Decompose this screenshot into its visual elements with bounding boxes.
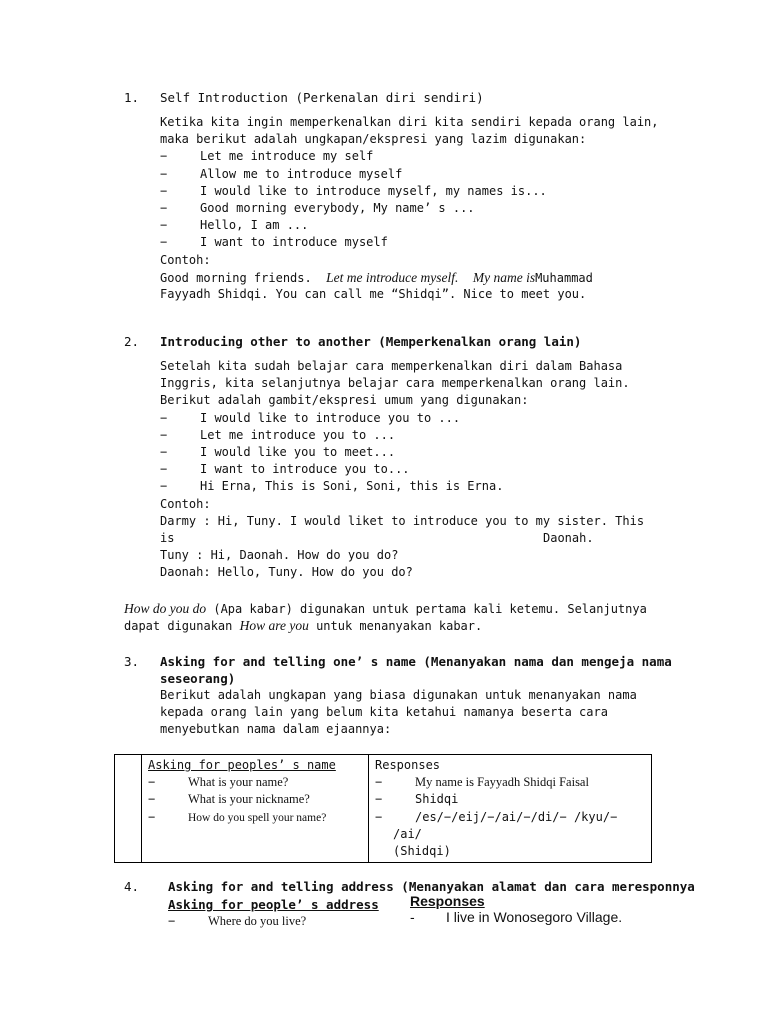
section-title: Introducing other to another (Memperkenalkan orang lain) bbox=[160, 334, 582, 349]
dash-bullet: − bbox=[160, 444, 168, 459]
address-question: − Where do you live? bbox=[168, 914, 307, 928]
paragraph-line: Berikut adalah ungkapan yang biasa digunakan untuk menanyakan nama bbox=[160, 688, 637, 702]
list-item: − What is your nickname? bbox=[148, 792, 310, 807]
section-title-line: Asking for and telling one’ s name (Menanyakan nama dan mengeja nama bbox=[160, 654, 672, 669]
dash-bullet: − bbox=[160, 410, 168, 425]
dialog-line: is Daonah. bbox=[160, 530, 594, 545]
list-item: − I want to introduce you to... bbox=[160, 461, 644, 478]
names-table bbox=[114, 754, 652, 863]
paragraph-line: maka berikut adalah ungkapan/ekspresi yang lazim digunakan: bbox=[160, 132, 587, 147]
example-label: Contoh: bbox=[160, 496, 211, 511]
dialog-line: Tuny : Hi, Daonah. How do you do? bbox=[160, 548, 399, 563]
phrase-how-do-you-do: How do you do bbox=[124, 601, 207, 616]
paragraph-line: kepada orang lain yang belum kita ketahui namanya beserta cara bbox=[160, 705, 608, 720]
section-number: 1. bbox=[124, 90, 140, 105]
section-3-body bbox=[160, 687, 637, 739]
section-number: 4. bbox=[124, 879, 140, 894]
list-item: − How do you spell your name? bbox=[148, 809, 327, 824]
list-item: − Good morning everybody, My name’ s ... bbox=[160, 200, 659, 217]
usage-note: How do you do (Apa kabar) digunakan untuk pertama kali ketemu. Selanjutnya dapat digunakan How are you untuk menanyakan kabar. bbox=[124, 601, 647, 634]
address-question-header: Asking for people’ s address bbox=[168, 897, 379, 912]
phrase-how-are-you: How are you bbox=[239, 618, 309, 634]
address-response: - I live in Wonosegoro Village. bbox=[410, 909, 623, 925]
paragraph-line: Inggris, kita selanjutnya belajar cara memperkenalkan orang lain. bbox=[160, 376, 630, 391]
paragraph-line: Ketika kita ingin memperkenalkan diri kita sendiri kepada orang lain, bbox=[160, 115, 659, 129]
list-item: − Let me introduce you to ... bbox=[160, 427, 644, 444]
dialog-line: Darmy : Hi, Tuny. I would liket to introduce you to my sister. This bbox=[160, 513, 645, 528]
dialog-line: Daonah: Hello, Tuny. How do you do? bbox=[160, 565, 413, 580]
dash-bullet: − bbox=[160, 149, 168, 164]
example-label: Contoh: bbox=[160, 252, 211, 267]
example-line: Fayyadh Shidqi. You can call me “Shidqi”. Nice to meet you. bbox=[160, 286, 587, 301]
section-number: 3. bbox=[124, 654, 140, 669]
section-2-body bbox=[160, 358, 644, 581]
dash-bullet: − bbox=[160, 235, 168, 250]
list-item-continuation: /ai/ bbox=[393, 826, 422, 841]
dash-bullet: - bbox=[410, 909, 415, 925]
example-line: Good morning friends. Let me introduce myself. My name isMuhammad bbox=[160, 269, 593, 285]
list-item: − My name is Fayyadh Shidqi Faisal bbox=[375, 775, 589, 790]
list-item: − I would like to introduce myself, my names is... bbox=[160, 183, 659, 200]
list-item: − Hello, I am ... bbox=[160, 217, 659, 234]
list-item: − I would like to introduce you to ... bbox=[160, 410, 644, 427]
dash-bullet: − bbox=[160, 166, 168, 181]
list-item: − /es/−/eij/−/ai/−/di/− /kyu/− bbox=[375, 809, 618, 824]
dash-bullet: − bbox=[160, 200, 168, 215]
dash-bullet: − bbox=[160, 183, 168, 198]
dash-bullet: − bbox=[160, 462, 168, 477]
list-item-continuation: (Shidqi) bbox=[393, 844, 451, 859]
section-title: Self Introduction (Perkenalan diri sendiri) bbox=[160, 90, 484, 105]
paragraph-line: Setelah kita sudah belajar cara memperkenalkan diri dalam Bahasa bbox=[160, 359, 623, 373]
dash-bullet: − bbox=[160, 427, 168, 442]
section-number: 2. bbox=[124, 334, 140, 349]
list-item: − Allow me to introduce myself bbox=[160, 166, 659, 183]
questions-cell bbox=[142, 755, 369, 863]
responses-cell bbox=[369, 755, 652, 863]
section-1-body bbox=[160, 114, 659, 303]
table-row bbox=[115, 755, 652, 863]
column-header: Responses bbox=[375, 758, 441, 772]
list-item: − Let me introduce my self bbox=[160, 148, 659, 165]
list-item: − Hi Erna, This is Soni, Soni, this is Erna. bbox=[160, 478, 644, 495]
dash-bullet: − bbox=[160, 218, 168, 233]
empty-cell bbox=[115, 755, 142, 863]
list-item: − Shidqi bbox=[375, 792, 459, 807]
list-item: − I would like you to meet... bbox=[160, 444, 644, 461]
address-responses-header: Responses bbox=[410, 893, 485, 909]
column-header: Asking for peoples’ s name bbox=[148, 758, 336, 772]
list-item: − I want to introduce myself bbox=[160, 234, 659, 251]
list-item: − What is your name? bbox=[148, 775, 289, 790]
section-title-line: seseorang) bbox=[160, 671, 236, 686]
section-title: Asking for and telling address (Menanyakan alamat dan cara meresponnya bbox=[168, 879, 695, 894]
dash-bullet: − bbox=[160, 479, 168, 494]
paragraph-line: Berikut adalah gambit/ekspresi umum yang digunakan: bbox=[160, 393, 529, 408]
paragraph-line: menyebutkan nama dalam ejaannya: bbox=[160, 722, 392, 737]
